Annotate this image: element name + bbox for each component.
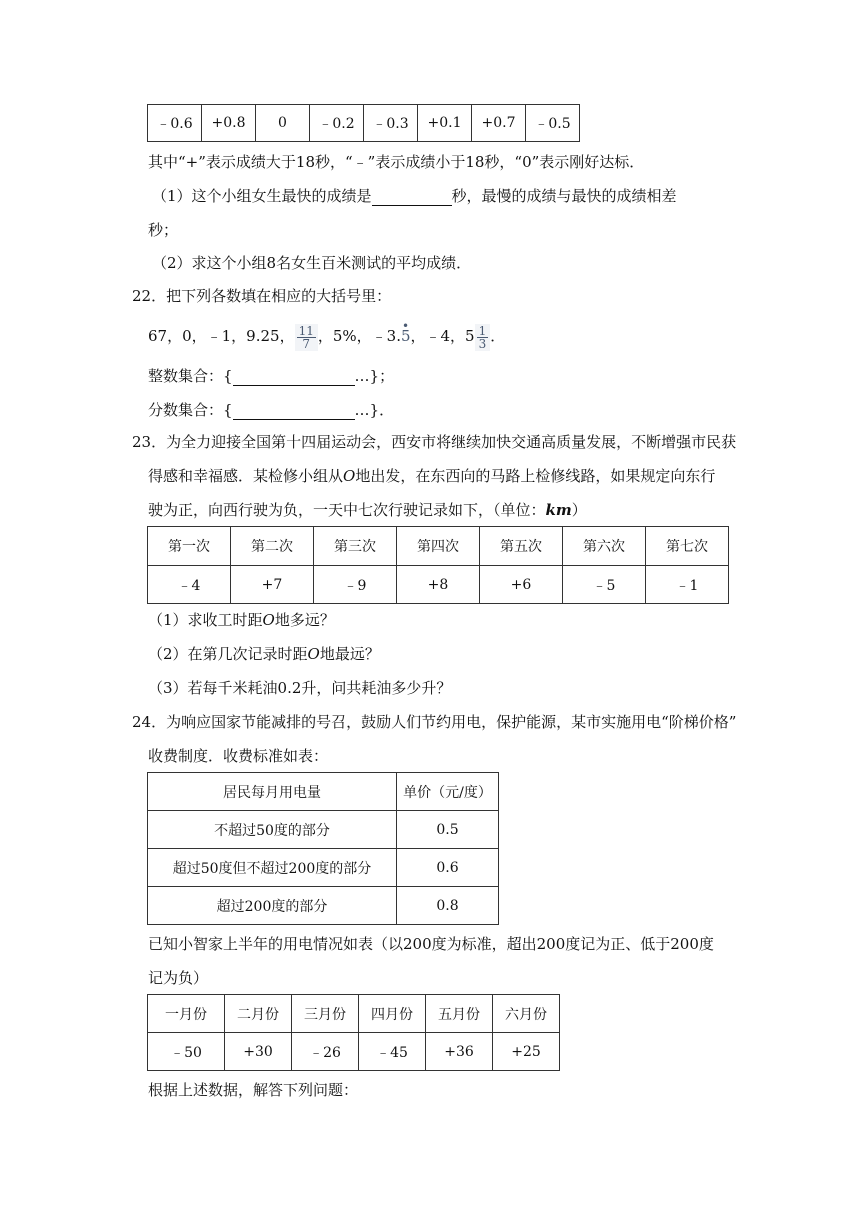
table-header-cell: 居民每月用电量	[148, 773, 397, 811]
fraction-set-end: …}．	[354, 401, 395, 419]
table-row	[148, 887, 499, 925]
table-cell: +36	[426, 1033, 493, 1071]
table-cell: 0	[256, 105, 310, 142]
table-cell: +0.8	[202, 105, 256, 142]
table-header-cell: 第一次	[148, 527, 231, 566]
q21-part1-text-b: 秒，最慢的成绩与最快的成绩相差	[451, 187, 677, 205]
table-header-cell: 六月份	[493, 995, 560, 1033]
integer-set-blank[interactable]	[233, 369, 355, 386]
fraction-denominator: 7	[302, 336, 311, 351]
table-header-cell: 五月份	[426, 995, 493, 1033]
q23-part1-b: 地多远？	[274, 611, 335, 629]
table-cell: ﹣0.3	[364, 105, 418, 142]
q22-fraction-set	[148, 400, 394, 420]
q21-part2: （2）求这个小组8名女生百米测试的平均成绩．	[152, 254, 472, 272]
q24-line1: 24．为响应国家节能减排的号召，鼓励人们节约用电，保护能源，某市实施用电“阶梯价格”	[132, 713, 737, 731]
table-cell: 0.8	[397, 887, 499, 925]
integer-set-label: 整数集合：{	[148, 367, 233, 385]
table-row	[148, 849, 499, 887]
table-cell: ﹣50	[148, 1033, 225, 1071]
var-o: O	[307, 645, 320, 663]
q23-line1: 23．为全力迎接全国第十四届运动会，西安市将继续加快交通高质量发展，不断增强市民获	[132, 433, 737, 451]
fraction-set-blank[interactable]	[233, 403, 355, 420]
q23-line3	[148, 500, 587, 520]
table-cell: +7	[231, 566, 314, 604]
q23-part2-b: 地最远？	[319, 645, 380, 663]
q23-part2	[148, 644, 380, 664]
fraction-set-label: 分数集合：{	[148, 401, 233, 419]
table-cell: +25	[493, 1033, 560, 1071]
table-cell: ﹣4	[148, 566, 231, 604]
unit-km: km	[545, 501, 572, 519]
table-cell: ﹣1	[646, 566, 729, 604]
table-cell: ﹣0.2	[310, 105, 364, 142]
table-cell: +30	[225, 1033, 292, 1071]
fraction-denominator: 3	[478, 336, 487, 351]
fraction-11-7	[295, 324, 318, 351]
table-row	[148, 566, 729, 604]
q22-nums-a: 67，0，﹣1，9.25，	[148, 327, 295, 345]
q21-part1	[152, 186, 677, 206]
q21-note: 其中“+”表示成绩大于18秒，“﹣”表示成绩小于18秒，“0”表示刚好达标．	[148, 153, 645, 171]
table-cell: ﹣5	[563, 566, 646, 604]
table-header-cell: 第七次	[646, 527, 729, 566]
table-header-cell: 三月份	[292, 995, 359, 1033]
q22-nums-b: ，5%，﹣3.	[317, 327, 401, 345]
table-cell: ﹣9	[314, 566, 397, 604]
table-cell: ﹣26	[292, 1033, 359, 1071]
q24-usage-table	[147, 994, 560, 1071]
table-header-cell: 第二次	[231, 527, 314, 566]
table-cell: 0.6	[397, 849, 499, 887]
q21-part1-cont: 秒；	[148, 221, 179, 239]
q23-line2	[148, 466, 715, 486]
q24-price-table	[147, 772, 499, 925]
q22-integer-set	[148, 366, 394, 386]
q23-part2-a: （2）在第几次记录时距	[148, 645, 308, 663]
var-o: O	[262, 611, 275, 629]
table-cell: 0.5	[397, 811, 499, 849]
table-header-cell: 单价（元/度）	[397, 773, 499, 811]
table-cell: 超过200度的部分	[148, 887, 397, 925]
q23-line3-b: ）	[571, 501, 587, 519]
table-cell: +0.1	[418, 105, 472, 142]
table-header-cell: 第六次	[563, 527, 646, 566]
table-cell: ﹣0.5	[526, 105, 580, 142]
table-cell: +0.7	[472, 105, 526, 142]
q22-title: 22．把下列各数填在相应的大括号里：	[132, 287, 392, 305]
q22-nums-c: ，﹣4，5	[410, 327, 475, 345]
table-header-cell: 二月份	[225, 995, 292, 1033]
table-header-cell: 一月份	[148, 995, 225, 1033]
table-cell: +6	[480, 566, 563, 604]
q23-driving-table	[147, 526, 729, 604]
q24-line2: 收费制度．收费标准如表：	[148, 747, 329, 765]
var-o: O	[343, 467, 356, 485]
table-row	[148, 105, 580, 142]
table-cell: ﹣0.6	[148, 105, 202, 142]
q24-closing: 根据上述数据，解答下列问题：	[148, 1081, 359, 1099]
q21-score-table	[147, 104, 580, 142]
fraction-numerator: 11	[298, 323, 314, 338]
repeating-digit: • 5	[401, 320, 411, 352]
answer-blank[interactable]	[372, 189, 452, 206]
q23-line2-b: 地出发，在东西向的马路上检修线路，如果规定向东行	[355, 467, 716, 485]
table-header-cell: 第四次	[397, 527, 480, 566]
q24-usage-line1: 已知小智家上半年的用电情况如表（以200度为标准，超出200度记为正、低于200度	[148, 935, 714, 953]
q21-part1-text-a: （1）这个小组女生最快的成绩是	[152, 187, 372, 205]
q24-usage-line2: 记为负）	[148, 969, 209, 987]
table-row	[148, 995, 560, 1033]
fraction-1-3	[475, 324, 491, 351]
q23-part1	[148, 610, 335, 630]
q23-line3-a: 驶为正，向西行驶为负，一天中七次行驶记录如下，（单位：	[148, 501, 546, 519]
table-cell: ﹣45	[359, 1033, 426, 1071]
table-cell: 不超过50度的部分	[148, 811, 397, 849]
q22-numbers	[148, 320, 505, 354]
q23-part3: （3）若每千米耗油0.2升，问共耗油多少升？	[148, 679, 452, 697]
table-row	[148, 527, 729, 566]
table-header-cell: 第五次	[480, 527, 563, 566]
q23-part1-a: （1）求收工时距	[148, 611, 263, 629]
table-header-cell: 四月份	[359, 995, 426, 1033]
table-row	[148, 811, 499, 849]
table-header-cell: 第三次	[314, 527, 397, 566]
table-row	[148, 1033, 560, 1071]
table-row	[148, 773, 499, 811]
integer-set-end: …}；	[354, 367, 395, 385]
q22-nums-end: ．	[490, 327, 506, 345]
q23-line2-a: 得感和幸福感．某检修小组从	[148, 467, 344, 485]
table-cell: 超过50度但不超过200度的部分	[148, 849, 397, 887]
table-cell: +8	[397, 566, 480, 604]
fraction-numerator: 1	[478, 323, 487, 338]
